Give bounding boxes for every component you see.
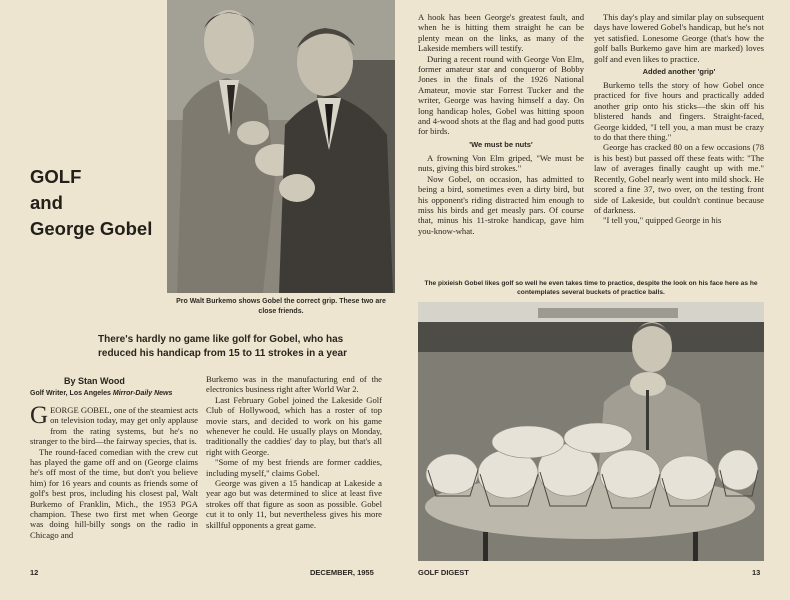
article-column-4	[594, 12, 764, 226]
article-title	[30, 164, 160, 242]
page-number-right: 13	[752, 568, 761, 577]
title-line-3: George Gobel	[30, 218, 153, 239]
byline-credit	[30, 390, 198, 397]
article-subhead: There's hardly no game like golf for Gobel, who has reduced his handicap from 15 to 11 strokes in a year	[98, 334, 347, 359]
paragraph: George has cracked 80 on a few occasions (78 is his best) but passed off these feats with: "The law of averages finally caught up with me." Recently, Gobel nearly went into mild shock. He scored a fine 37, two over, on the testing front side of Lakeside, but couldn't continue because of darkness.	[594, 142, 764, 215]
paragraph: A frowning Von Elm griped, "We must be nuts, giving this bird strokes."	[418, 152, 584, 174]
paragraph: Burkemo tells the story of how Gobel once practiced for five hours and practically added another grip onto his sticks—the skin off his blistered hands and fingers. Straight-faced, George kidded, "I tell you, a man must be crazy to do that there thing."	[594, 80, 764, 143]
byline-role: Golf Writer, Los Angeles	[30, 390, 113, 397]
paragraph: A hook has been George's greatest fault, and when he is hitting them straight he can be plenty mean on the links, as many of the Lakeside members will testify.	[418, 12, 584, 54]
byline-publication: Mirror-Daily News	[112, 390, 173, 397]
paragraph: Last February Gobel joined the Lakeside Golf Club of Hollywood, which has a roster of top movie stars, and decided to work on his game whenever he could. He usually plays on Monday, traditionally the caddies' day to play, but that's all right with George.	[206, 394, 382, 457]
section-heading: Added another 'grip'	[642, 67, 716, 77]
photo-burkemo-gobel	[167, 0, 395, 293]
section-heading: 'We must be nuts'	[469, 139, 533, 149]
paragraph: Burkemo was in the manufacturing end of the electronics business right after World War 2.	[206, 374, 382, 395]
article-column-3	[418, 12, 584, 236]
title-line-2: and	[30, 192, 63, 213]
paragraph: This day's play and similar play on subsequent days have lowered Gobel's handicap, but he's not yet satisfied. Lonesome George (that's how the golf balls Burkemo gave him are marked) loves golf and even likes to practice.	[594, 12, 764, 64]
paragraph: "Some of my best friends are former caddies, including myself," claims Gobel.	[206, 457, 382, 478]
paragraph: "I tell you," quipped George in his	[603, 215, 722, 226]
page-number-left: 12	[30, 568, 39, 577]
photo-gobel-practice-balls	[418, 302, 764, 561]
byline-author: By Stan Wood	[64, 376, 125, 386]
issue-date: DECEMBER, 1955	[310, 568, 374, 577]
paragraph: GEORGE GOBEL, one of the steamiest acts on television today, may get only applause from the rating systems, but he's no stranger to the bird—the fairway species, that is.	[30, 402, 198, 447]
paragraph: During a recent round with George Von Elm, former amateur star and conqueror of Bobby Jones in the finals of the 1926 National Amateur, movie star Forrest Tucker and the writer, George was having himself a day. On long handicap holes, Gobel was hitting spoon and 4-wood shots at the flag and had good putts for birds.	[418, 53, 584, 137]
dropcap: G	[30, 402, 49, 429]
paragraph: Now Gobel, on occasion, has admitted to being a bird, sometimes even a dirty bird, but his opponent's riding distracted him enough to miss his birds and get measly pars. Of course that, minus his 11-stroke handicap, gave him you-know-what.	[418, 173, 584, 236]
article-column-1	[30, 402, 198, 540]
magazine-name: GOLF DIGEST	[418, 568, 469, 577]
paragraph: George was given a 15 handicap at Lakeside a year ago but was determined to slice at least five strokes off that figure as soon as possible. Gobel cut it to only 11, but nevertheless gives his more skillful opponents a great game.	[206, 478, 382, 530]
paragraph: The round-faced comedian with the crew cut has played the game off and on (George claims he's off most of the time, but don't you believe him) for 16 years and counts as friends some of golf's best pros, including his closest pal, Walt Burkemo of Franklin, Mich., the 1953 PGA champion. These two first met when George was doing hill-billy songs on the radio in Chicago and	[30, 446, 198, 540]
photo-caption-right: The pixieish Gobel likes golf so well he even takes time to practice, despite the look on his face here as he contemplates several buckets of practice balls.	[424, 280, 758, 296]
photo-caption-left: Pro Walt Burkemo shows Gobel the correct grip. These two are close friends.	[176, 298, 386, 315]
article-column-2	[206, 374, 382, 530]
title-line-1: GOLF	[30, 166, 82, 187]
